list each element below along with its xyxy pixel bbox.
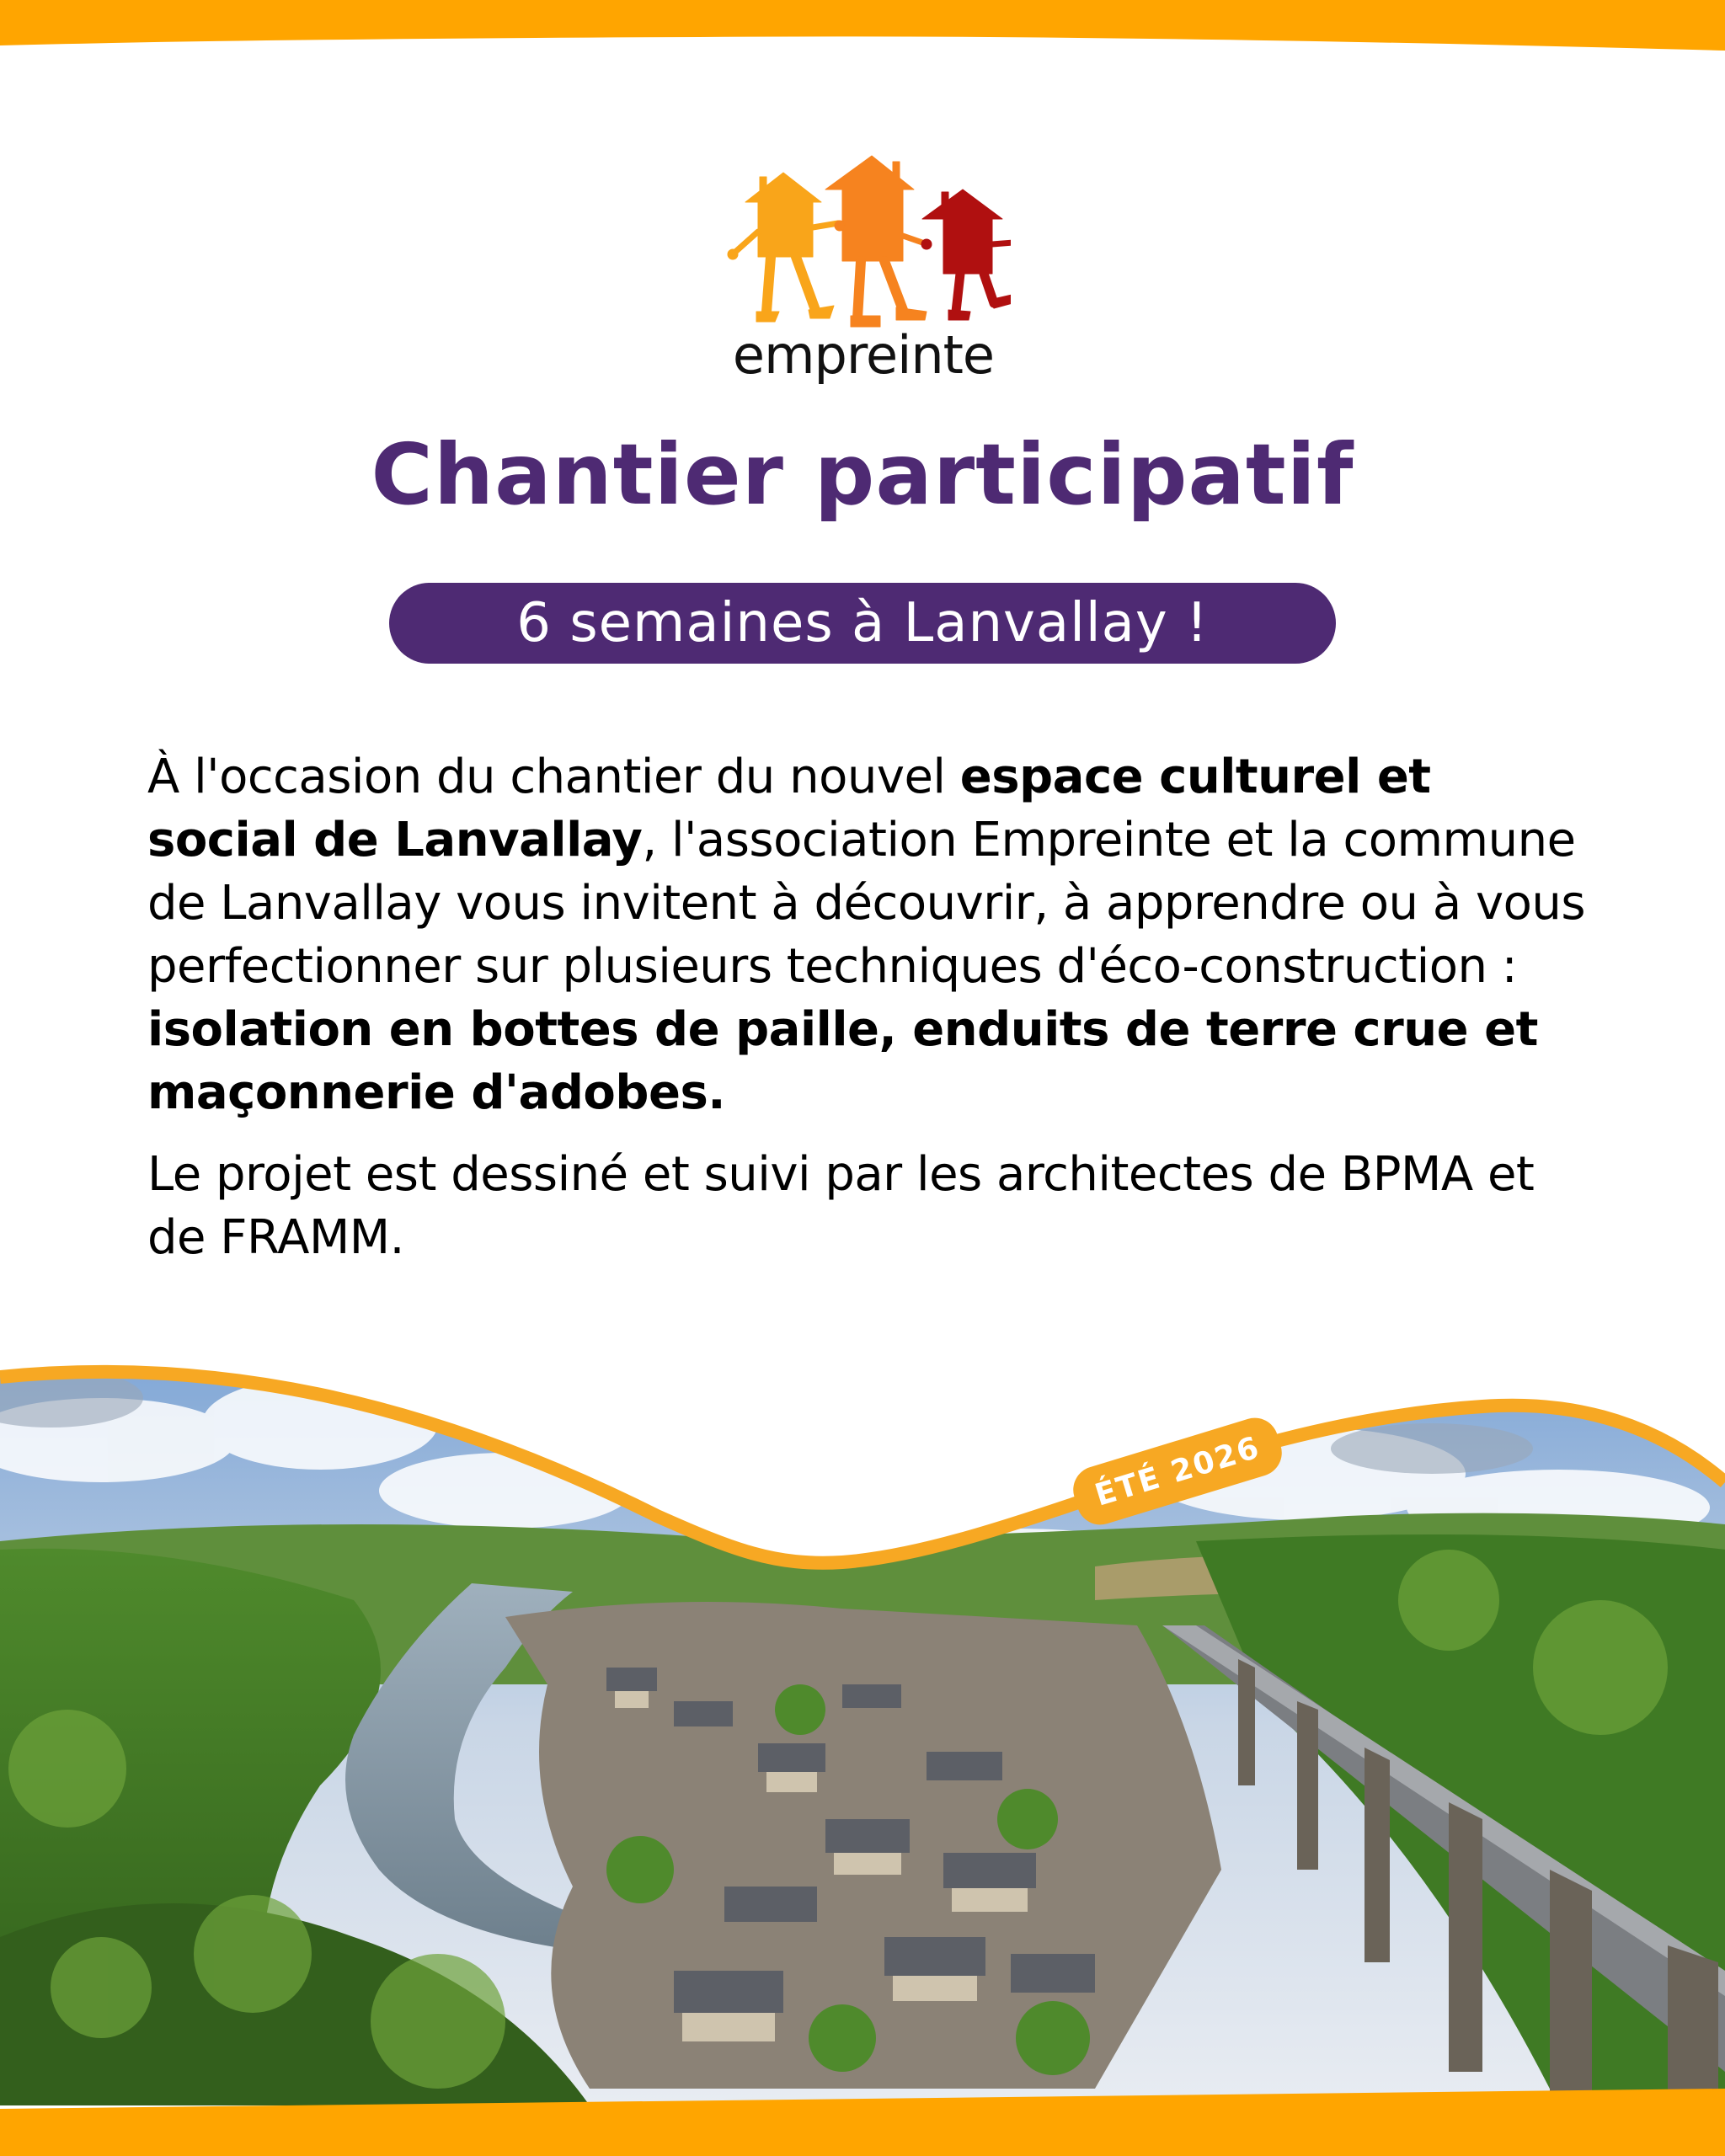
top-decorative-band <box>0 0 1725 51</box>
highlight-espace-culturel: espace culturel et social de Lanvallay <box>147 750 1431 867</box>
logo-wordmark: empreinte <box>732 324 995 386</box>
highlight-techniques: isolation en bottes de paille, enduits de terre crue et maçonnerie d'adobes. <box>147 1002 1538 1120</box>
subtitle-banner <box>389 583 1336 664</box>
page-title: Chantier participatif <box>371 425 1354 524</box>
three-walking-houses-icon <box>716 135 1011 328</box>
description <box>147 745 1596 1288</box>
bottom-decorative-band <box>0 2089 1725 2156</box>
subtitle-text: 6 semaines à Lanvallay ! <box>516 592 1209 654</box>
empreinte-logo <box>716 135 1011 404</box>
description-paragraph-2: Le projet est dessiné et suivi par les architectes de BPMA et de FRAMM. <box>147 1147 1535 1265</box>
description-paragraph-1 <box>147 745 1596 1124</box>
date-badge-text: ÉTÉ 2026 <box>1091 1429 1264 1513</box>
landscape-photo <box>0 1348 1725 2105</box>
paragraph-1-text: , l'association Empreinte et la commune de Lanvallay vous invitent à découvrir, à apprendre ou à vous perfectionner sur plusieurs techniques d'éco-construction : <box>147 813 1586 994</box>
paragraph-1-text: À l'occasion du chantier du nouvel <box>147 750 960 804</box>
